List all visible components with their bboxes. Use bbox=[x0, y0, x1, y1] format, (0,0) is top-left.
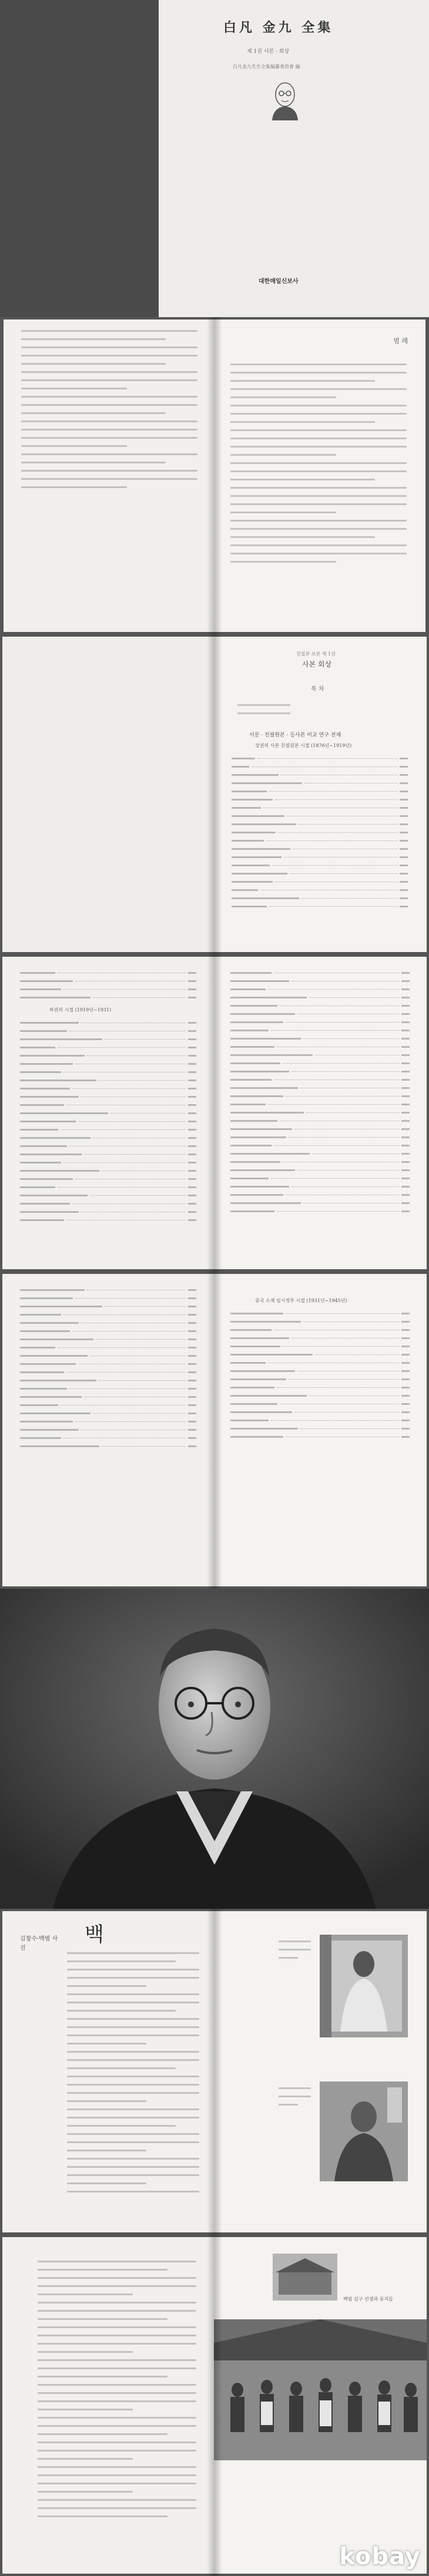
contents-left-page-2 bbox=[2, 957, 214, 1269]
cover-volume: 제 1권 사본 · 회상 bbox=[247, 49, 290, 55]
photo-spread-left bbox=[2, 1911, 214, 2232]
watermark-logo: kobay bbox=[339, 2543, 421, 2570]
photo-spread-panel bbox=[0, 1909, 429, 2235]
cover-panel bbox=[0, 0, 429, 317]
photo-spread-right bbox=[214, 1911, 427, 2232]
contents-panel-2 bbox=[0, 954, 429, 1272]
cover-page bbox=[159, 0, 429, 317]
historical-photo-1 bbox=[320, 1935, 408, 2037]
group-photo-right bbox=[214, 2237, 427, 2574]
group-photo-panel bbox=[0, 2235, 429, 2576]
contents-right-page bbox=[214, 637, 427, 952]
preface-panel bbox=[0, 317, 429, 634]
preface-left-page bbox=[4, 320, 214, 632]
contents-book-title: 사본 회상 bbox=[302, 660, 332, 668]
contents-chapter-1: 상권의 사본 친필원본 시절 (1876년~1919년) bbox=[255, 743, 352, 748]
cover-publisher: 대한매일신보사 bbox=[259, 278, 299, 285]
large-calligraphy-icon: 백 bbox=[85, 1923, 104, 1946]
preface-right-page bbox=[214, 320, 425, 632]
group-photo-left bbox=[2, 2237, 214, 2574]
contents-chapter-2: 하권의 시절 (1919년~1931) bbox=[49, 1007, 112, 1013]
cover-editor: 白凡金九先生全集編纂委員會 編 bbox=[233, 64, 300, 69]
contents-part-title: 서문 · 친필원본 · 등사본 비교 연구 전재 bbox=[249, 732, 341, 738]
vertical-caption: 김창수·백범 사진 bbox=[20, 1936, 58, 1952]
contents-panel-3 bbox=[0, 1272, 429, 1589]
contents-series: 친필본·보본 제 1권 bbox=[296, 651, 336, 657]
contents-left-page-3 bbox=[2, 1274, 214, 1586]
contents-heading: 목 차 bbox=[311, 686, 324, 692]
preface-heading: 범 례 bbox=[393, 337, 408, 345]
historical-photo-3 bbox=[273, 2254, 337, 2301]
historical-photo-2 bbox=[320, 2081, 408, 2181]
contents-panel-1 bbox=[0, 634, 429, 954]
photo-caption: 백범 김구 선생과 동지들 bbox=[343, 2296, 393, 2302]
author-portrait-icon bbox=[267, 79, 303, 120]
portrait-photo bbox=[0, 1589, 429, 1909]
cover-title: 白凡 金九 全集 bbox=[223, 20, 334, 35]
contents-blank-left bbox=[2, 637, 214, 952]
contents-chapter-3: 중국 소재 임시정부 시절 (1931년~1945년) bbox=[255, 1298, 347, 1303]
contents-right-page-3 bbox=[214, 1274, 427, 1586]
contents-right-page-2 bbox=[214, 957, 427, 1269]
portrait-panel bbox=[0, 1589, 429, 1909]
group-photo bbox=[214, 2319, 427, 2460]
